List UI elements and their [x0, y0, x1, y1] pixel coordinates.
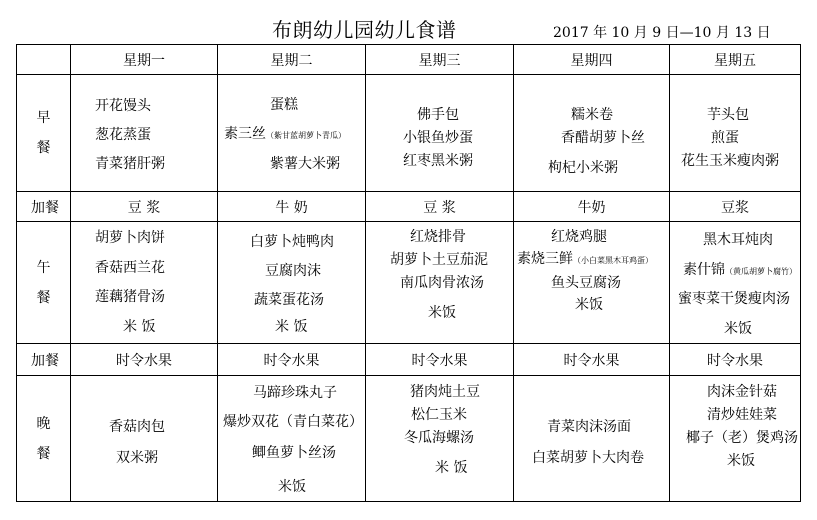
lunch-label [17, 222, 71, 344]
dinner-label [17, 376, 71, 502]
dish-name: 素什锦 [683, 262, 725, 278]
menu-title: 布朗幼儿园幼儿食谱 [272, 18, 457, 42]
snack1-tue: 牛 奶 [218, 192, 366, 222]
dish: 黑木耳炖肉 [703, 232, 773, 248]
dish: 香菇西兰花 [95, 260, 165, 276]
snack2-mon: 时令水果 [71, 344, 218, 376]
dinner-fri [670, 376, 801, 502]
dinner-label-bottom: 餐 [36, 445, 51, 462]
lunch-wed [366, 222, 514, 344]
dish: 芋头包 [707, 107, 749, 123]
dish: 白菜胡萝卜大肉卷 [532, 450, 644, 466]
breakfast-thu [514, 75, 670, 192]
dish: 南瓜肉骨浓汤 [400, 275, 484, 291]
dish: 松仁玉米 [411, 407, 467, 423]
lunch-tue [218, 222, 366, 344]
dish: 米饭 [575, 297, 603, 313]
snack2-wed: 时令水果 [366, 344, 514, 376]
dish: 紫薯大米粥 [270, 156, 340, 172]
day-header-fri: 星期五 [670, 45, 801, 75]
dish: 糯米卷 [571, 107, 613, 123]
snack2-thu: 时令水果 [514, 344, 670, 376]
dish: 香醋胡萝卜丝 [561, 130, 645, 146]
snack2-label: 加餐 [17, 344, 71, 376]
dish: 开花馒头 [95, 98, 151, 114]
dish [224, 123, 346, 143]
dish-note: （小白菜黑木耳鸡蛋） [573, 256, 653, 265]
dinner-mon [71, 376, 218, 502]
dish: 米饭 [428, 305, 456, 321]
breakfast-label-top: 早 [36, 110, 51, 126]
dish [517, 248, 653, 268]
breakfast-row [17, 75, 801, 192]
dish: 蔬菜蛋花汤 [254, 292, 324, 308]
lunch-thu [514, 222, 670, 344]
snack1-mon: 豆 浆 [71, 192, 218, 222]
dish: 米饭 [278, 479, 306, 495]
dish: 清炒娃娃菜 [707, 407, 777, 423]
dish: 青菜肉沫汤面 [547, 419, 631, 435]
dish: 爆炒双花（青白菜花） [223, 414, 363, 430]
dish: 米 饭 [275, 319, 308, 335]
breakfast-fri [670, 75, 801, 192]
lunch-mon [71, 222, 218, 344]
dish: 红烧排骨 [410, 229, 466, 245]
dish: 莲藕猪骨汤 [95, 289, 165, 305]
snack2-row [17, 344, 801, 376]
day-header-wed: 星期三 [366, 45, 514, 75]
dish: 红枣黑米粥 [403, 153, 473, 169]
date-range: 2017 年 10 月 9 日—10 月 13 日 [553, 25, 771, 41]
day-header-tue: 星期二 [218, 45, 366, 75]
lunch-label-bottom: 餐 [36, 289, 51, 306]
dish-note: （黄瓜胡萝卜腐竹） [725, 267, 797, 276]
dinner-row [17, 376, 801, 502]
dish: 枸杞小米粥 [548, 160, 618, 176]
dish: 青菜猪肝粥 [95, 156, 165, 172]
snack2-fri: 时令水果 [670, 344, 801, 376]
lunch-fri [670, 222, 801, 344]
dish: 香菇肉包 [109, 419, 165, 435]
dish: 豆腐肉沫 [265, 263, 321, 279]
snack1-thu: 牛奶 [514, 192, 670, 222]
dish: 米饭 [724, 321, 752, 337]
breakfast-label-bottom: 餐 [36, 140, 51, 156]
dish: 肉沫金针菇 [707, 384, 777, 400]
dish-note: （紫甘蓝胡萝卜青瓜） [266, 131, 346, 140]
snack1-row [17, 192, 801, 222]
lunch-label-top: 午 [36, 259, 51, 276]
snack2-tue: 时令水果 [218, 344, 366, 376]
dish: 白萝卜炖鸭肉 [250, 234, 334, 250]
dish: 米 饭 [435, 460, 468, 476]
dish: 红烧鸡腿 [551, 229, 607, 245]
snack1-label: 加餐 [17, 192, 71, 222]
dish: 椰子（老）煲鸡汤 [686, 430, 798, 446]
dish-name: 素烧三鲜 [517, 251, 573, 267]
menu-table [16, 44, 801, 502]
breakfast-wed [366, 75, 514, 192]
corner-cell [17, 45, 71, 75]
dinner-label-top: 晚 [36, 415, 51, 432]
dish-name: 素三丝 [224, 126, 266, 142]
day-header-thu: 星期四 [514, 45, 670, 75]
dish: 猪肉炖土豆 [410, 384, 480, 400]
dish: 米饭 [727, 453, 755, 469]
dish: 煎蛋 [711, 130, 739, 146]
breakfast-label [17, 75, 71, 192]
dish [683, 259, 797, 279]
dish: 蜜枣菜干煲瘦肉汤 [678, 291, 790, 307]
dish: 胡萝卜土豆茄泥 [390, 252, 488, 268]
dinner-tue [218, 376, 366, 502]
dish: 花生玉米瘦肉粥 [681, 153, 779, 169]
snack1-wed: 豆 浆 [366, 192, 514, 222]
dish: 马蹄珍珠丸子 [253, 385, 337, 401]
dish: 胡萝卜肉饼 [95, 230, 165, 246]
dish: 冬瓜海螺汤 [404, 430, 474, 446]
header-row [17, 45, 801, 75]
snack1-fri: 豆浆 [670, 192, 801, 222]
day-header-mon: 星期一 [71, 45, 218, 75]
breakfast-mon [71, 75, 218, 192]
breakfast-tue [218, 75, 366, 192]
dish: 蛋糕 [270, 97, 298, 113]
dish: 葱花蒸蛋 [95, 127, 151, 143]
lunch-row [17, 222, 801, 344]
dish: 鱼头豆腐汤 [551, 275, 621, 291]
dish: 小银鱼炒蛋 [403, 130, 473, 146]
dinner-wed [366, 376, 514, 502]
dish: 米 饭 [123, 319, 156, 335]
dish: 鲫鱼萝卜丝汤 [252, 445, 336, 461]
dish: 佛手包 [417, 107, 459, 123]
dinner-thu [514, 376, 670, 502]
dish: 双米粥 [116, 450, 158, 466]
